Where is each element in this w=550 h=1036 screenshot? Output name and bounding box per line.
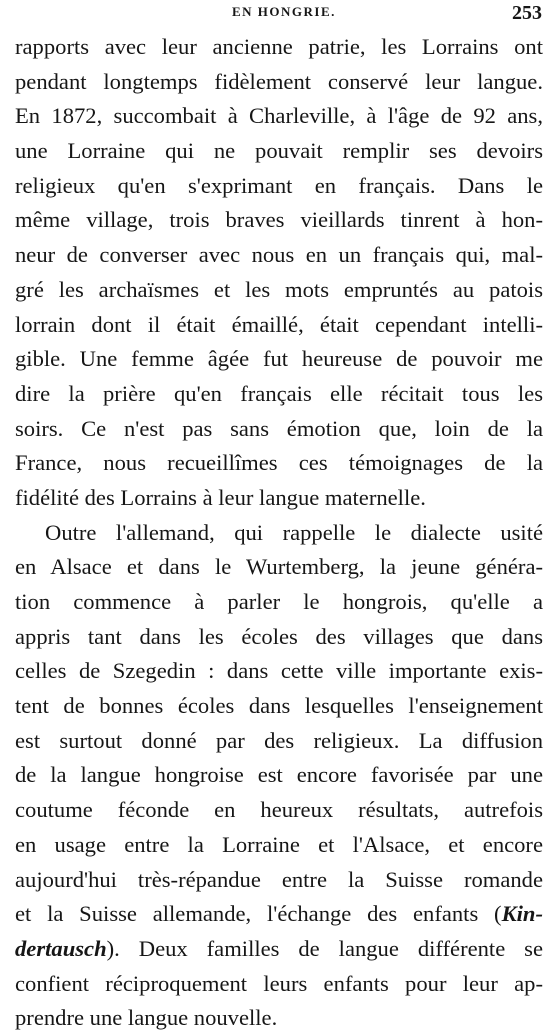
text-line: une Lorraine qui ne pouvait remplir ses devoirs [15,138,543,164]
text-line: rapports avec leur ancienne patrie, les Lorrains ont [15,34,543,59]
paragraph-1 [15,30,543,516]
text-line: religieux qu'en s'exprimant en français. Dans le [15,172,543,198]
italic-word: dertausch [15,935,107,961]
page-number: 253 [512,2,542,24]
text-line: tent de bonnes écoles dans lesquelles l'enseignement [15,693,543,719]
text-line: en Alsace et dans le Wurtemberg, la jeune généra- [15,554,543,580]
text-line: soirs. Ce n'est pas sans émotion que, loin de la [15,415,543,441]
text-line: prendre une langue nouvelle. [15,1005,278,1031]
text-line: France, nous recueillîmes ces témoignages de la [15,450,543,476]
text-line: gible. Une femme âgée fut heureuse de pouvoir me [15,346,543,372]
text-line: de la langue hongroise est encore favorisée par une [15,762,543,788]
text-line: En 1872, succombait à Charleville, à l'âge de 92 ans, [15,103,543,129]
text-line: confient réciproquement leurs enfants pour leur ap- [15,970,543,996]
text-line: aujourd'hui très-répandue entre la Suisse romande [15,866,543,892]
text-line-with-italic [15,932,543,967]
text-line: neur de converser avec nous en un français qui, mal- [15,242,543,268]
text-line: même village, trois braves vieillards tinrent à hon- [15,207,543,233]
text-fragment: ). Deux familles de langue différente se [106,935,543,961]
text-line-with-italic [15,897,543,932]
text-line: celles de Szegedin : dans cette ville importante exis- [15,658,543,684]
text-line: gré les archaïsmes et les mots empruntés au patois [15,276,543,302]
text-line: lorrain dont il était émaillé, était cependant intelli- [15,311,543,337]
italic-word: Kin- [501,901,543,927]
text-fragment: et la Suisse allemande, l'échange des enfants ( [15,901,502,927]
paragraph-2 [15,516,543,1036]
text-line: appris tant dans les écoles des villages que dans [15,623,543,649]
text-line: est surtout donné par des religieux. La diffusion [15,727,543,753]
text-line: dire la prière qu'en français elle récitait tous les [15,380,543,406]
text-line: coutume féconde en heureux résultats, autrefois [15,797,543,823]
running-head [0,4,550,26]
text-line: Outre l'allemand, qui rappelle le dialecte usité [45,519,543,545]
text-line: pendant longtemps fidèlement conservé leur langue. [15,68,543,94]
text-line: en usage entre la Lorraine et l'Alsace, et encore [15,831,543,857]
body-text [15,30,543,1036]
text-line: fidélité des Lorrains à leur langue maternelle. [15,484,426,510]
running-title: EN HONGRIE. [232,4,336,19]
text-line: tion commence à parler le hongrois, qu'elle a [15,589,543,614]
